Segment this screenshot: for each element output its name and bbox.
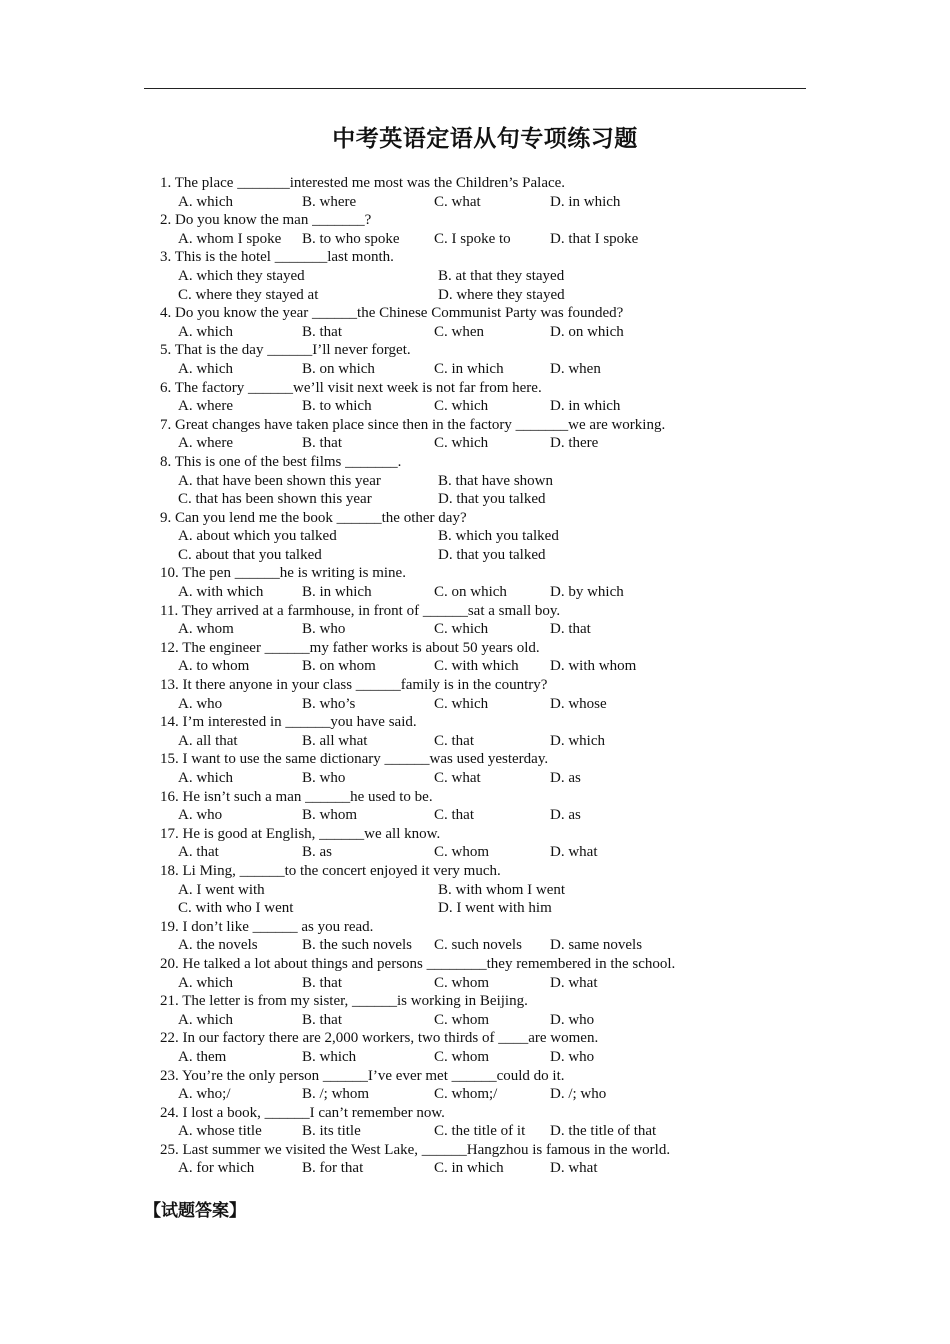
answer-option: D. as bbox=[550, 807, 581, 824]
question-stem: 24. I lost a book, ______I can’t remember now. bbox=[160, 1104, 445, 1121]
option-row bbox=[160, 936, 860, 955]
question-stem: 18. Li Ming, ______to the concert enjoyed it very much. bbox=[160, 862, 501, 879]
option-row bbox=[160, 490, 860, 509]
question-stem: 17. He is good at English, ______we all know. bbox=[160, 825, 441, 842]
option-row bbox=[160, 695, 860, 714]
answer-option: A. which bbox=[178, 1011, 233, 1028]
answer-option: D. who bbox=[550, 1011, 595, 1028]
answer-option: A. whose title bbox=[178, 1123, 262, 1140]
question-stem: 9. Can you lend me the book ______the other day? bbox=[160, 509, 467, 526]
question-stem: 5. That is the day ______I’ll never forget. bbox=[160, 342, 411, 359]
question-item bbox=[160, 416, 860, 453]
answer-option: B. the such novels bbox=[302, 937, 412, 954]
answer-option: D. /; who bbox=[550, 1086, 607, 1103]
question-item bbox=[160, 862, 860, 918]
answer-option: A. for which bbox=[178, 1160, 255, 1177]
question-stem: 11. They arrived at a farmhouse, in front of ______sat a small boy. bbox=[160, 602, 561, 619]
answer-option: B. in which bbox=[302, 584, 372, 601]
answer-option: D. the title of that bbox=[550, 1123, 657, 1140]
question-item bbox=[160, 992, 860, 1029]
answer-option: C. the title of it bbox=[434, 1123, 526, 1140]
answer-option: A. I went with bbox=[178, 881, 265, 898]
option-row bbox=[160, 434, 860, 453]
answer-option: D. there bbox=[550, 435, 599, 452]
question-stem: 22. In our factory there are 2,000 workers, two thirds of ____are women. bbox=[160, 1030, 599, 1047]
question-item bbox=[160, 788, 860, 825]
answer-option: C. such novels bbox=[434, 937, 522, 954]
option-row bbox=[160, 583, 860, 602]
question-item bbox=[160, 918, 860, 955]
question-item bbox=[160, 248, 860, 304]
answer-option: C. which bbox=[434, 435, 489, 452]
option-row bbox=[160, 1122, 860, 1141]
option-row bbox=[160, 267, 860, 286]
answer-option: A. about which you talked bbox=[178, 528, 337, 545]
question-stem: 3. This is the hotel _______last month. bbox=[160, 249, 394, 266]
answer-option: A. where bbox=[178, 398, 233, 415]
answers-heading: 【试题答案】 bbox=[144, 1201, 246, 1221]
answer-option: D. that I spoke bbox=[550, 230, 639, 247]
answer-option: A. where bbox=[178, 435, 233, 452]
answer-option: B. that bbox=[302, 974, 342, 991]
answer-option: D. I went with him bbox=[438, 900, 552, 917]
answer-option: A. all that bbox=[178, 732, 238, 749]
option-row bbox=[160, 620, 860, 639]
question-stem: 2. Do you know the man _______? bbox=[160, 212, 372, 229]
option-row bbox=[160, 1048, 860, 1067]
question-item bbox=[160, 211, 860, 248]
option-row bbox=[160, 546, 860, 565]
option-row bbox=[160, 1085, 860, 1104]
answer-option: C. with which bbox=[434, 658, 519, 675]
answer-option: B. as bbox=[302, 844, 332, 861]
answer-option: D. what bbox=[550, 1160, 598, 1177]
answer-option: C. that has been shown this year bbox=[178, 491, 372, 508]
answer-option: A. that bbox=[178, 844, 219, 861]
option-row bbox=[160, 657, 860, 676]
answer-option: B. that bbox=[302, 323, 342, 340]
answer-option: A. which bbox=[178, 770, 233, 786]
question-item bbox=[160, 341, 860, 378]
question-stem: 15. I want to use the same dictionary ______was used yesterday. bbox=[160, 751, 549, 768]
answer-option: D. what bbox=[550, 844, 598, 861]
question-item bbox=[160, 1067, 860, 1104]
option-row bbox=[160, 843, 860, 862]
answer-option: C. whom bbox=[434, 974, 490, 991]
answer-option: D. with whom bbox=[550, 658, 637, 675]
option-row bbox=[160, 806, 860, 825]
answer-option: B. to who spoke bbox=[302, 230, 400, 247]
question-stem: 20. He talked a lot about things and persons ________they remembered in the school. bbox=[160, 955, 676, 972]
answer-option: A. which bbox=[178, 193, 233, 210]
page-title: 中考英语定语从句专项练习题 bbox=[332, 126, 638, 152]
answer-option: C. whom bbox=[434, 1011, 490, 1028]
answer-option: A. which bbox=[178, 323, 233, 340]
answer-option: A. that have been shown this year bbox=[178, 472, 381, 489]
answer-option: C. which bbox=[434, 398, 489, 415]
answer-option: C. what bbox=[434, 770, 481, 786]
answer-option: B. with whom I went bbox=[438, 881, 566, 898]
answer-option: A. who bbox=[178, 695, 223, 712]
answer-option: A. with which bbox=[178, 584, 264, 601]
answer-option: B. on whom bbox=[302, 658, 376, 675]
option-row bbox=[160, 769, 860, 788]
answer-option: D. whose bbox=[550, 695, 607, 712]
question-item bbox=[160, 453, 860, 509]
answer-option: C. that bbox=[434, 807, 474, 824]
answer-option: C. on which bbox=[434, 584, 507, 601]
option-row bbox=[160, 527, 860, 546]
answer-option: B. who’s bbox=[302, 695, 356, 712]
answer-option: A. which bbox=[178, 360, 233, 377]
answer-option: B. which you talked bbox=[438, 528, 559, 545]
answer-option: D. in which bbox=[550, 193, 621, 210]
question-stem: 4. Do you know the year ______the Chinese Communist Party was founded? bbox=[160, 305, 624, 322]
answer-option: D. which bbox=[550, 732, 605, 749]
answer-option: B. that bbox=[302, 1011, 342, 1028]
answer-option: C. about that you talked bbox=[178, 546, 322, 563]
question-list bbox=[160, 174, 860, 1178]
answer-option: C. when bbox=[434, 323, 484, 340]
answer-option: A. who;/ bbox=[178, 1086, 231, 1103]
answer-option: D. as bbox=[550, 770, 581, 786]
answer-option: A. whom I spoke bbox=[178, 230, 282, 247]
question-item bbox=[160, 602, 860, 639]
option-row bbox=[160, 323, 860, 342]
option-row bbox=[160, 899, 860, 918]
option-row bbox=[160, 1011, 860, 1030]
answer-option: B. to which bbox=[302, 398, 372, 415]
question-stem: 6. The factory ______we’ll visit next week is not far from here. bbox=[160, 379, 542, 396]
option-row bbox=[160, 974, 860, 993]
answer-option: A. whom bbox=[178, 621, 234, 638]
answer-option: B. for that bbox=[302, 1160, 364, 1177]
answer-option: B. who bbox=[302, 770, 346, 786]
question-stem: 14. I’m interested in ______you have said. bbox=[160, 714, 417, 731]
answer-option: D. on which bbox=[550, 323, 624, 340]
answer-option: C. in which bbox=[434, 360, 504, 377]
answer-option: B. all what bbox=[302, 732, 368, 749]
question-stem: 21. The letter is from my sister, ______is working in Beijing. bbox=[160, 993, 528, 1010]
answer-option: B. its title bbox=[302, 1123, 361, 1140]
question-item bbox=[160, 713, 860, 750]
answer-option: B. whom bbox=[302, 807, 358, 824]
question-stem: 12. The engineer ______my father works is about 50 years old. bbox=[160, 639, 540, 656]
option-row bbox=[160, 193, 860, 212]
answer-option: D. that you talked bbox=[438, 491, 546, 508]
answer-option: C. in which bbox=[434, 1160, 504, 1177]
answer-option: C. whom;/ bbox=[434, 1086, 498, 1103]
question-stem: 19. I don’t like ______ as you read. bbox=[160, 918, 374, 935]
answer-option: C. which bbox=[434, 621, 489, 638]
answer-option: C. whom bbox=[434, 1048, 490, 1065]
question-stem: 25. Last summer we visited the West Lake, ______Hangzhou is famous in the world. bbox=[160, 1141, 671, 1158]
answer-option: D. what bbox=[550, 974, 598, 991]
question-stem: 7. Great changes have taken place since then in the factory _______we are working. bbox=[160, 416, 666, 433]
question-stem: 10. The pen ______he is writing is mine. bbox=[160, 565, 406, 582]
answer-option: C. I spoke to bbox=[434, 230, 511, 247]
question-stem: 1. The place _______interested me most was the Children’s Palace. bbox=[160, 175, 566, 191]
question-item bbox=[160, 1141, 860, 1178]
answer-option: A. who bbox=[178, 807, 223, 824]
question-item bbox=[160, 676, 860, 713]
question-item bbox=[160, 825, 860, 862]
answer-option: B. that bbox=[302, 435, 342, 452]
answer-option: B. which bbox=[302, 1048, 357, 1065]
answer-option: A. which they stayed bbox=[178, 267, 305, 284]
answer-option: D. same novels bbox=[550, 937, 643, 954]
answer-option: D. in which bbox=[550, 398, 621, 415]
answer-option: C. what bbox=[434, 193, 481, 210]
answer-option: D. that you talked bbox=[438, 546, 546, 563]
answer-option: B. at that they stayed bbox=[438, 267, 565, 284]
answer-option: C. where they stayed at bbox=[178, 286, 319, 303]
answer-option: B. on which bbox=[302, 360, 375, 377]
option-row bbox=[160, 472, 860, 491]
answer-option: D. where they stayed bbox=[438, 286, 565, 303]
option-row bbox=[160, 1159, 860, 1178]
answer-option: C. that bbox=[434, 732, 474, 749]
header-rule bbox=[144, 88, 806, 89]
answer-option: A. the novels bbox=[178, 937, 258, 954]
question-item bbox=[160, 955, 860, 992]
answer-option: D. by which bbox=[550, 584, 624, 601]
answer-option: A. to whom bbox=[178, 658, 250, 675]
answer-option: A. which bbox=[178, 974, 233, 991]
question-item bbox=[160, 1104, 860, 1141]
option-row bbox=[160, 881, 860, 900]
answer-option: D. when bbox=[550, 360, 601, 377]
answer-option: A. them bbox=[178, 1048, 227, 1065]
answer-option: C. which bbox=[434, 695, 489, 712]
option-row bbox=[160, 360, 860, 379]
answer-option: D. who bbox=[550, 1048, 595, 1065]
question-stem: 16. He isn’t such a man ______he used to be. bbox=[160, 788, 433, 805]
option-row bbox=[160, 286, 860, 305]
answer-option: D. that bbox=[550, 621, 591, 638]
question-item bbox=[160, 304, 860, 341]
option-row bbox=[160, 732, 860, 751]
answer-option: B. that have shown bbox=[438, 472, 553, 489]
answer-option: C. with who I went bbox=[178, 900, 294, 917]
question-item bbox=[160, 750, 860, 787]
question-item bbox=[160, 379, 860, 416]
option-row bbox=[160, 397, 860, 416]
question-stem: 13. It there anyone in your class ______family is in the country? bbox=[160, 677, 548, 694]
answer-option: C. whom bbox=[434, 844, 490, 861]
question-item bbox=[160, 564, 860, 601]
question-stem: 23. You’re the only person ______I’ve ever met ______could do it. bbox=[160, 1067, 565, 1084]
answer-option: B. /; whom bbox=[302, 1086, 370, 1103]
answer-option: B. where bbox=[302, 193, 357, 210]
question-item bbox=[160, 1029, 860, 1066]
question-item bbox=[160, 639, 860, 676]
question-stem: 8. This is one of the best films _______. bbox=[160, 453, 402, 470]
question-item bbox=[160, 174, 860, 211]
option-row bbox=[160, 230, 860, 249]
question-item bbox=[160, 509, 860, 565]
answer-option: B. who bbox=[302, 621, 346, 638]
